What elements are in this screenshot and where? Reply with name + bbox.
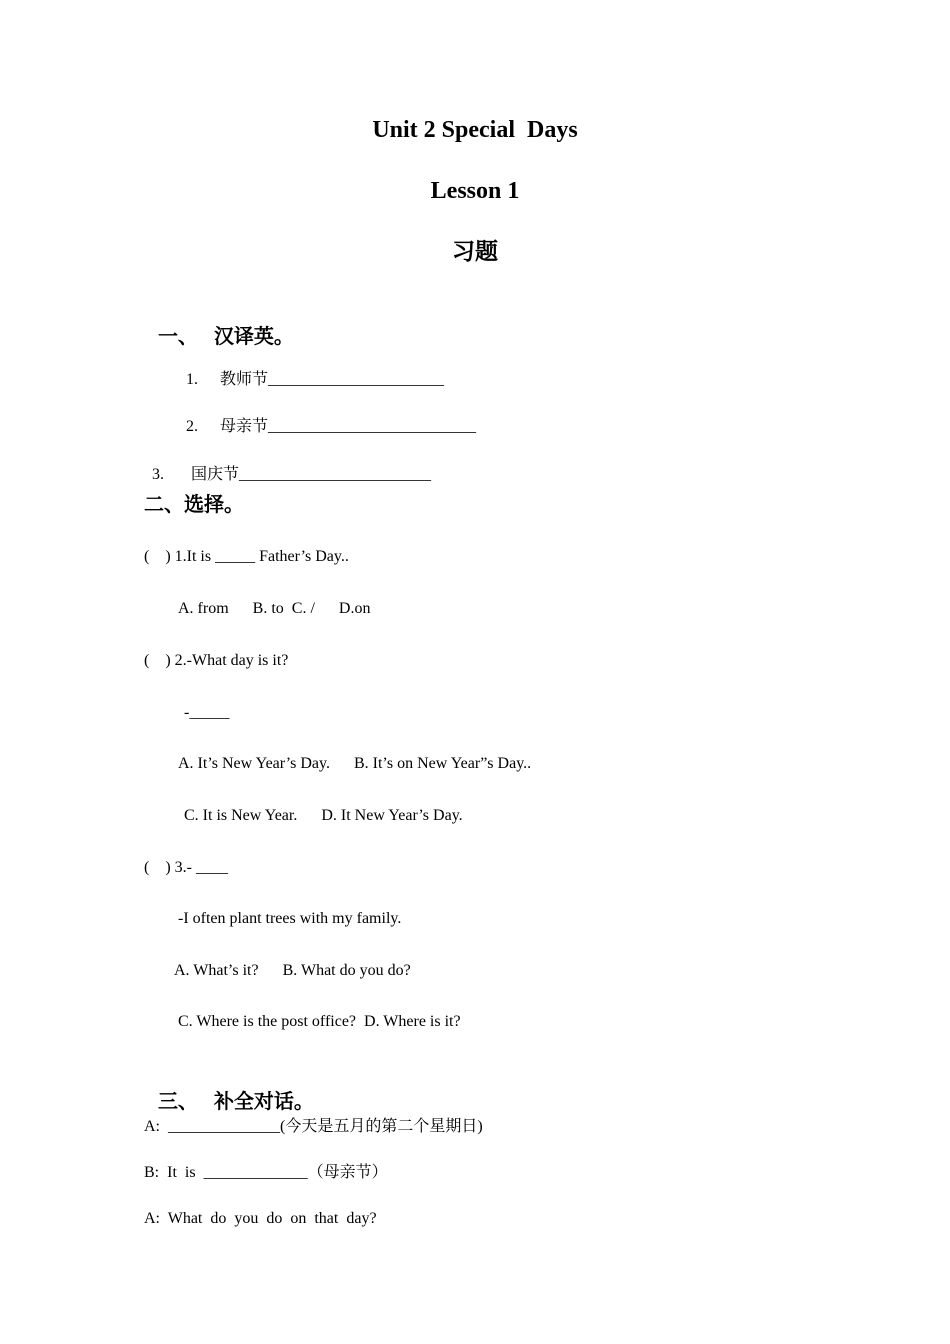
q2-stem: ( ) 2.-What day is it?	[144, 652, 289, 669]
section1-title: 汉译英。	[213, 324, 294, 348]
section1-item-2	[178, 397, 476, 437]
q3-stem: ( ) 3.- ____	[144, 859, 228, 876]
item-number: 3.	[152, 466, 164, 483]
section2-title: 二、选择。	[144, 492, 244, 516]
section1-item-3	[144, 445, 431, 485]
section1-heading	[144, 297, 294, 349]
lesson-title: Lesson 1	[430, 178, 520, 204]
dialogue-line-2: B: It is _____________（母亲节）	[144, 1164, 388, 1181]
section3-title: 补全对话。	[213, 1089, 314, 1113]
q3-options-cd: C. Where is the post office? D. Where is it?	[178, 1013, 461, 1030]
q3-reply: -I often plant trees with my family.	[178, 910, 402, 927]
q2-options-ab: A. It’s New Year’s Day. B. It’s on New Year”s Day..	[178, 755, 532, 772]
item-number: 1.	[186, 371, 198, 388]
section3-heading	[144, 1062, 314, 1114]
section1-number: 一、	[157, 324, 198, 348]
dialogue-line-3: A: What do you do on that day?	[144, 1210, 377, 1227]
exercise-title: 习题	[452, 239, 498, 265]
item-number: 2.	[186, 418, 198, 435]
q3-options-ab: A. What’s it? B. What do you do?	[174, 962, 411, 979]
q2-answer-line: -_____	[184, 704, 230, 721]
q2-options-cd: C. It is New Year. D. It New Year’s Day.	[184, 807, 463, 824]
q1-stem: ( ) 1.It is _____ Father’s Day..	[144, 548, 349, 565]
section1-item-1	[178, 350, 444, 390]
unit-title: Unit 2 Special Days	[372, 117, 578, 143]
item-text: 母亲节__________________________	[220, 418, 477, 435]
dialogue-line-1: A: ______________(今天是五月的第二个星期日)	[144, 1118, 483, 1135]
item-text: 国庆节________________________	[191, 466, 432, 483]
section3-number: 三、	[157, 1089, 198, 1113]
q1-options: A. from B. to C. / D.on	[178, 600, 371, 617]
item-text: 教师节______________________	[220, 371, 445, 388]
